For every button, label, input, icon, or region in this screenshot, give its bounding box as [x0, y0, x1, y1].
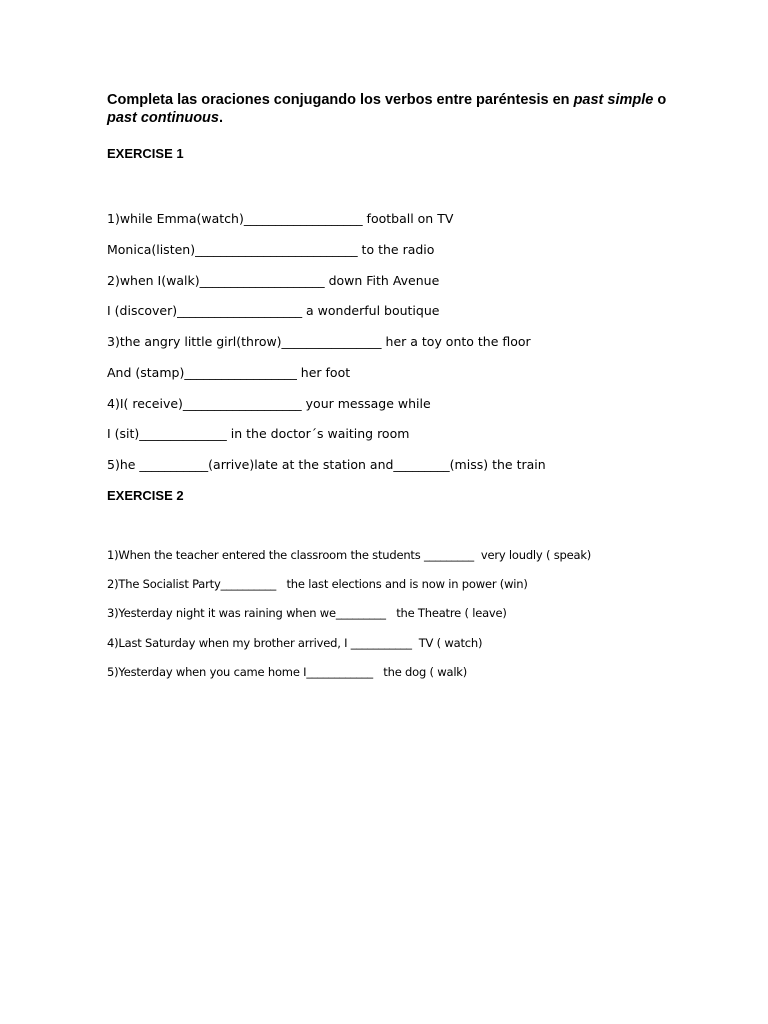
exercise-1-line: I (sit)______________ in the doctor´s waiting room [107, 426, 410, 441]
exercise-2-line: 2)The Socialist Party__________ the last elections and is now in power (win) [107, 577, 528, 591]
instructions-part3: . [218, 110, 224, 126]
exercise-2-line: 1)When the teacher entered the classroom the students _________ very loudly ( speak) [107, 548, 592, 562]
instructions-part2: o [653, 92, 667, 108]
exercise-1-line: Monica(listen)__________________________ to the radio [107, 242, 435, 257]
instructions-part1: Completa las oraciones conjugando los verbos entre paréntesis en [107, 92, 574, 108]
exercise-1-line: 2)when I(walk)____________________ down Fith Avenue [107, 273, 440, 288]
exercise-2-line: 3)Yesterday night it was raining when we_________ the Theatre ( leave) [107, 606, 507, 620]
exercise-1-line: 5)he ___________(arrive)late at the station and_________(miss) the train [107, 457, 546, 472]
exercise-1-heading: EXERCISE 1 [107, 146, 184, 161]
exercise-2-line: 5)Yesterday when you came home I____________ the dog ( walk) [107, 665, 468, 679]
exercise-1-line: 3)the angry little girl(throw)________________ her a toy onto the floor [107, 334, 531, 349]
instructions-italic-past-continuous: past continuous [107, 110, 219, 126]
instructions-text [107, 91, 667, 127]
exercise-2-heading: EXERCISE 2 [107, 488, 184, 503]
instructions-italic-past-simple: past simple [573, 92, 654, 108]
exercise-1-line: I (discover)____________________ a wonderful boutique [107, 303, 440, 318]
exercise-2-line: 4)Last Saturday when my brother arrived, I ___________ TV ( watch) [107, 636, 483, 650]
exercise-1-line: And (stamp)__________________ her foot [107, 365, 351, 380]
exercise-1-line: 4)I( receive)___________________ your message while [107, 396, 431, 411]
exercise-1-line: 1)while Emma(watch)___________________ football on TV [107, 211, 454, 226]
